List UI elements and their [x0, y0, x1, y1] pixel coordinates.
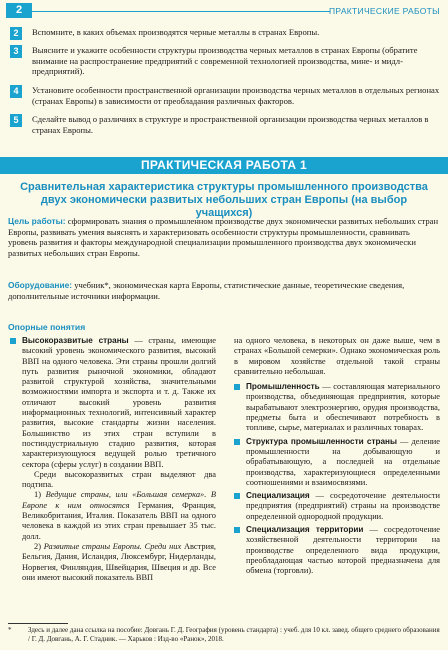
definition-item [234, 382, 440, 433]
subtype-text: Австрия, Бельгия, Дания, Исландия, Люксембург, Нидерланды, Норвегия, Финляндия, Швейцария, Швеция и др. Все они имеют высокий показатель ВВП [22, 541, 217, 582]
header-rule [32, 11, 330, 12]
equipment-text: учебник*, экономическая карта Европы, статистические данные, теоретические сведения, дополнительные источники информации. [8, 280, 405, 301]
left-column [10, 336, 216, 586]
continuation-text: на одного человека, в некоторых он даже выше, чем в странах «Большой семерки». Однако экономическая роль в мировом хозяйстве отдельной такой страны сравнительно небольшая. [234, 336, 440, 376]
right-column [234, 336, 440, 580]
subtype-number: 1) [34, 490, 41, 500]
subtype-2 [22, 542, 216, 583]
definition-item [234, 525, 440, 576]
equipment-label: Оборудование: [8, 280, 73, 290]
question-item [10, 27, 440, 38]
page-header [0, 0, 448, 20]
bullet-square-icon [234, 439, 240, 445]
work-title: Сравнительная характеристика структуры промышленного производства двух экономически развитых небольших стран Европы (на выбор учащихся) [20, 181, 428, 219]
question-text: Выясните и укажите особенности структуры производства черных металлов в странах Европы (обратите внимание на распространение предприятий с современной технологией производства, мине- и мидл-предприятий). [32, 45, 418, 77]
section-title: ПРАКТИЧЕСКИЕ РАБОТЫ [329, 6, 440, 16]
question-number: 4 [10, 85, 22, 98]
question-item [10, 85, 440, 106]
question-number: 3 [10, 45, 22, 58]
term-definition: — деление промышленности на добывающую и обрабатывающую, а последней на отдельные производства, характеризующиеся определенными соотношениями и взаимосвязями. [246, 436, 441, 487]
term-definition: — сосредоточение деятельности предприятия (предприятий) страны на производстве определенной однородной продукции. [246, 491, 440, 521]
term-definition: — составляющая материального производства, объединяющая предприятия, которые вырабатывают электроэнергию, орудия производства, предметы быта и обеспечивают потребность в топливе, сырье, материалах и различных товарах. [246, 382, 441, 433]
footnote-text: Здесь и далее дана ссылка на пособие: Довгань Г. Д. География (уровень стандарта) : учеб. для 10 кл. завед. общего среднего образования / Г. Д. Довгань, А. Г. Стадник. — Харьков : Изд-во «Ранок», 2018. [28, 626, 440, 643]
bullet-square-icon [234, 384, 240, 390]
work-banner: ПРАКТИЧЕСКАЯ РАБОТА 1 [0, 157, 448, 174]
question-text: Вспомните, в каких объемах производятся черные металлы в странах Европы. [32, 27, 320, 37]
question-number: 5 [10, 114, 22, 127]
footnote-rule [8, 623, 68, 624]
subtype-text: Германия, Франция, Великобритания, Италия. Показатель ВВП на одного человека в каждой из этих стран превышает 35 тыс. долл. [22, 500, 217, 541]
definition-item [234, 437, 440, 488]
subtype-1 [22, 490, 216, 541]
page-number: 2 [6, 3, 32, 18]
concepts-heading: Опорные понятия [8, 322, 86, 332]
footnote-marker: * [8, 626, 12, 634]
goal-text: сформировать знания о промышленном производстве двух экономически развитых небольших стран Европы, развивать умения выяснять и характеризовать особенности структуры промышленности, сравнивать уровень развития и факторы международной специализации промышленного производства двух экономически развитых небольших стран Европы. [8, 216, 439, 258]
question-item [10, 45, 440, 77]
subtype-italic: Ведущие страны, или «Большая семерка». В Европе к ним относятся [22, 490, 216, 510]
subtypes-intro: Среди высокоразвитых стран выделяют два подтипа. [22, 469, 216, 490]
term-label: Структура промышленности страны [246, 436, 397, 446]
footnote [8, 626, 440, 644]
bullet-square-icon [234, 527, 240, 533]
term-label: Промышленность [246, 382, 320, 392]
definition-item [234, 491, 440, 522]
question-number: 2 [10, 27, 22, 40]
question-text: Установите особенности пространственной организации производства черных металлов в отдельных регионах (странах Европы) в зависимости от преобладания различных факторов. [32, 85, 440, 106]
subtype-italic: Развитые страны Европы. Среди них [43, 541, 182, 551]
question-item [10, 114, 440, 135]
equipment-paragraph [8, 280, 440, 301]
goal-label: Цель работы: [8, 216, 66, 226]
term-label: Специализация территории [246, 525, 364, 535]
term-definition: — сосредоточение хозяйственной деятельности территории на производстве определенного вида продукции, преобладающая частью которой предназначена для обмена (торговли). [246, 525, 440, 576]
subtype-number: 2) [34, 541, 41, 551]
goal-paragraph [8, 216, 440, 258]
definition-item [10, 336, 216, 583]
term-definition: — страны, имеющие высокий уровень экономического развития, высокий ВВП на одного человека. Эти страны прошли долгий путь развития рыночной экономики, обладают развитой структурой хозяйства, значительными возможностями импорта и экспорта и т. д. Также их отличают высокий уровень развития информационных технологий, интенсивный характер развития, высокие стандарты жизни населения. Большинство из этих стран вступили в постиндустриальную стадию развития, которая характеризующуюся ведущей ролью третичного сектора (сферы услуг) в создании ВВП. [22, 336, 216, 469]
term-label: Специализация [246, 491, 310, 501]
term-label: Высокоразвитые страны [22, 336, 129, 345]
question-text: Сделайте вывод о различиях в структуре и пространственной организации производства черных металлов в странах Европы. [32, 114, 429, 135]
bullet-square-icon [10, 338, 16, 344]
bullet-square-icon [234, 493, 240, 499]
